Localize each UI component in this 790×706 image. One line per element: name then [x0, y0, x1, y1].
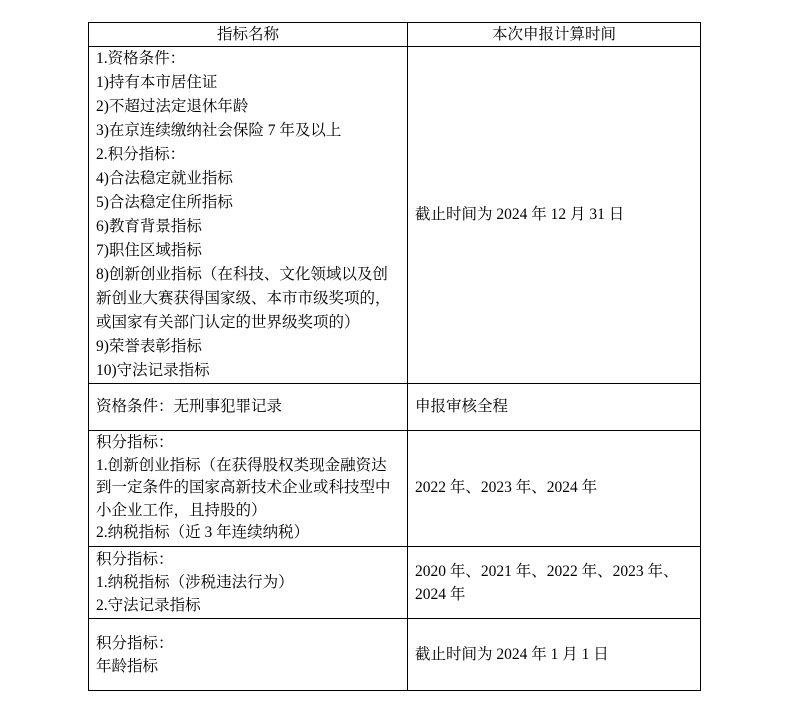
indicator-line: 新创业大赛获得国家级、本市市级奖项的，: [96, 290, 391, 307]
indicator-line: 到一定条件的国家高新技术企业或科技型中: [96, 479, 391, 497]
indicator-line: 5)合法稳定住所指标: [96, 194, 233, 211]
indicator-line: 小企业工作，且持股的）: [96, 501, 267, 519]
table-row: [89, 431, 701, 547]
indicator-line: 年龄指标: [96, 657, 159, 675]
time-cell: [408, 384, 701, 431]
time-line: 2020 年、2021 年、2022 年、2023 年、: [415, 562, 679, 580]
indicator-line: 积分指标：: [96, 434, 174, 452]
time-cell: [408, 547, 701, 619]
time-cell: [408, 619, 701, 691]
indicator-line: 1.资格条件：: [96, 50, 186, 67]
indicator-line: 2.守法记录指标: [96, 597, 201, 614]
indicator-line: 1.创新创业指标（在获得股权类现金融资达: [96, 456, 387, 474]
indicator-line: 1.纳税指标（涉税违法行为）: [96, 574, 294, 591]
indicator-line: 积分指标：: [96, 634, 174, 652]
indicator-line: 4)合法稳定就业指标: [96, 170, 233, 187]
indicator-cell: [89, 431, 408, 547]
indicator-line: 1)持有本市居住证: [96, 74, 218, 91]
indicator-line: 7)职住区域指标: [96, 242, 202, 259]
indicator-cell: [89, 47, 408, 384]
indicator-line: 3)在京连续缴纳社会保险 7 年及以上: [96, 122, 342, 139]
time-line: 2022 年、2023 年、2024 年: [415, 479, 598, 497]
header-row: [89, 23, 701, 47]
header-calculation-time: 本次申报计算时间: [408, 23, 701, 47]
table-row: [89, 47, 701, 384]
indicator-line: 2.积分指标：: [96, 146, 186, 163]
indicator-line: 6)教育背景指标: [96, 218, 202, 235]
indicator-table: [88, 22, 701, 691]
indicator-cell: [89, 619, 408, 691]
indicator-cell: [89, 384, 408, 431]
table-row: [89, 384, 701, 431]
time-cell: [408, 47, 701, 384]
time-cell: [408, 431, 701, 547]
indicator-line: 或国家有关部门认定的世界级奖项的）: [96, 314, 360, 331]
time-line: 申报审核全程: [415, 398, 509, 415]
indicator-line: 9)荣誉表彰指标: [96, 338, 202, 355]
indicator-cell: [89, 547, 408, 619]
indicator-line: 2)不超过法定退休年龄: [96, 98, 249, 115]
table-row: [89, 547, 701, 619]
indicator-line: 积分指标：: [96, 551, 174, 568]
indicator-line: 8)创新创业指标（在科技、文化领域以及创: [96, 266, 388, 283]
indicator-line: 10)守法记录指标: [96, 362, 210, 379]
table-row: [89, 619, 701, 691]
time-line: 2024 年: [415, 585, 466, 603]
header-indicator-name: 指标名称: [89, 23, 408, 47]
indicator-line: 资格条件：无刑事犯罪记录: [96, 398, 283, 415]
time-line: 截止时间为 2024 年 1 月 1 日: [415, 646, 609, 663]
time-line: 截止时间为 2024 年 12 月 31 日: [415, 206, 625, 223]
indicator-line: 2.纳税指标（近 3 年连续纳税）: [96, 524, 310, 542]
